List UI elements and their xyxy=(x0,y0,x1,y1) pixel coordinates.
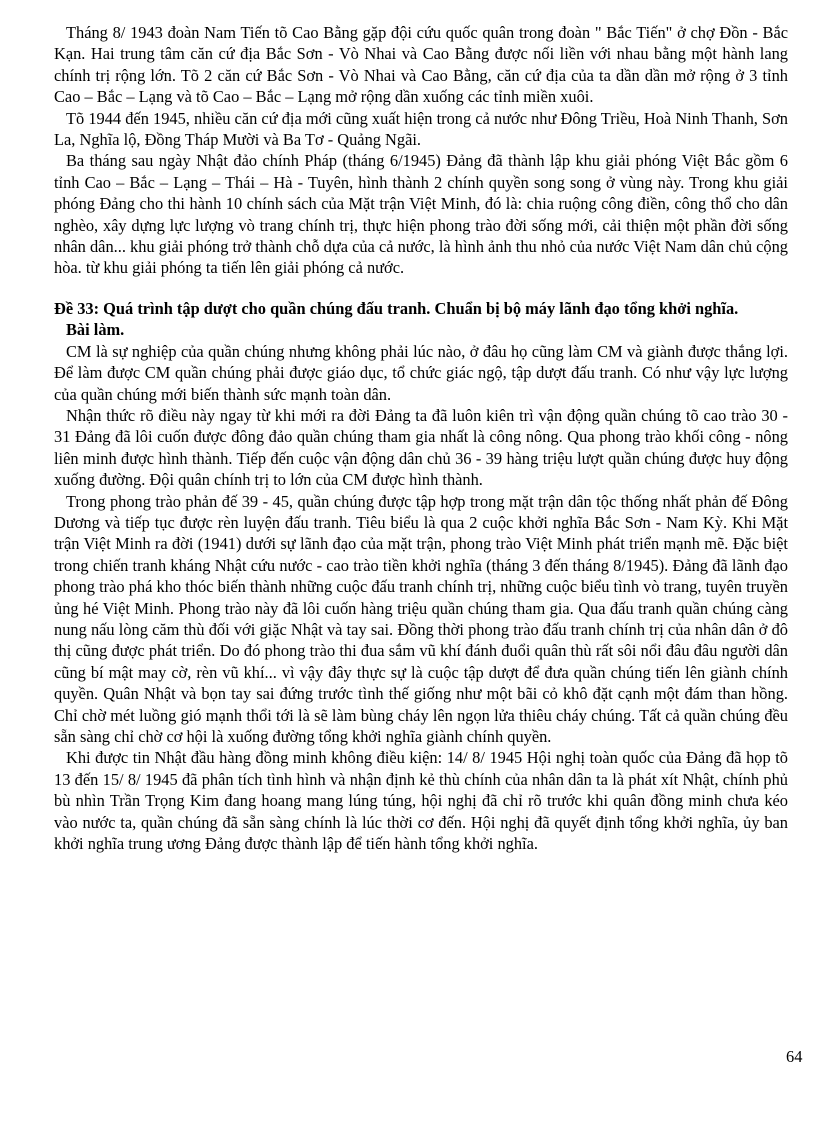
paragraph-japan-surrender: Khi được tin Nhật đầu hàng đồng minh không điều kiện: 14/ 8/ 1945 Hội nghị toàn quốc của Đảng đã họp tõ 13 đến 15/ 8/ 1945 đã phân tích tình hình và nhận định kẻ thù chính của nhân dân ta là phát xít Nhật, chính phủ bù nhìn Trần Trọng Kim đang hoang mang lúng túng, hội nghị đã chỉ rõ trước khi quân đồng minh chưa kéo vào nước ta, quần chúng đã sẵn sàng chính là lúc thời cơ đến. Hội nghị đã quyết định tổng khởi nghĩa, ủy ban khởi nghĩa trung ương Đảng được thành lập để tiến hành tổng khởi nghĩa. xyxy=(54,748,788,854)
paragraph-mobilization: Nhận thức rõ điều này ngay từ khi mới ra đời Đảng ta đã luôn kiên trì vận động quần chúng tõ cao trào 30 - 31 Đảng đã lôi cuốn được đông đảo quần chúng tham gia nhất là công nông. Qua phong trào khối công - nông liên minh được hình thành. Tiếp đến cuộc vận động dân chủ 36 - 39 hàng triệu lượt quần chúng được huy động xuống đường. Đội quân chính trị to lớn của CM được hình thành. xyxy=(54,405,788,490)
answer-subheading: Bài làm. xyxy=(66,320,125,340)
paragraph-nam-tien: Tháng 8/ 1943 đoàn Nam Tiến tõ Cao Bằng gặp đội cứu quốc quân trong đoàn " Bắc Tiến" ở chợ Đồn - Bắc Kạn. Hai trung tâm căn cứ địa Bắc Sơn - Vò Nhai và Cao Bằng được nối liền với nhau bằng một hành lang chính trị rộng lớn. Tõ 2 căn cứ Bắc Sơn - Vò Nhai và Cao Bằng, căn cứ địa của ta dần dần mở rộng ở 3 tỉnh Cao – Bắc – Lạng và tõ Cao – Bắc – Lạng mở rộng dần xuống các tỉnh miền xuôi. xyxy=(54,23,788,107)
paragraph-liberated-zone: Ba tháng sau ngày Nhật đảo chính Pháp (tháng 6/1945) Đảng đã thành lập khu giải phóng Việt Bắc gồm 6 tỉnh Cao – Bắc – Lạng – Thái – Hà - Tuyên, hình thành 2 chính quyền song song ở vùng này. Trong khu giải phóng Đảng cho thi hành 10 chính sách của Mặt trận Việt Minh, đó là: chia ruộng công điền, công thổ cho dân nghèo, xây dựng lực lượng vò trang chính trị, thực hiện phong trào đời sống mới, cải thiện một phần đời sống nhân dân... khu giải phóng trở thành chỗ dựa của cả nước, là hình ảnh thu nhỏ của nước Việt Nam dân chủ cộng hòa. từ khu giải phóng ta tiến lên giải phóng cả nước. xyxy=(54,151,788,278)
document-page xyxy=(54,22,788,854)
question-heading: Đề 33: Quá trình tập dượt cho quần chúng đấu tranh. Chuẩn bị bộ máy lãnh đạo tổng khởi nghĩa. xyxy=(54,298,739,318)
paragraph-masses-revolution: CM là sự nghiệp của quần chúng nhưng không phải lúc nào, ở đâu họ cũng làm CM và giành được thắng lợi. Để làm được CM quần chúng phải được giáo dục, tổ chức giác ngộ, tập dượt đấu tranh. Có như vậy lực lượng của quần chúng mới biến thành sức mạnh toàn dân. xyxy=(54,341,788,404)
section-gap xyxy=(54,279,788,298)
paragraph-anti-imperialist: Trong phong trào phản đế 39 - 45, quần chúng được tập hợp trong mặt trận dân tộc thống nhất phản đế Đông Dương và tiếp tục được rèn luyện đấu tranh. Tiêu biểu là qua 2 cuộc khởi nghĩa Bắc Sơn - Nam Kỳ. Khi Mặt trận Việt Minh ra đời (1941) dưới sự lãnh đạo của mặt trận, phong trào Việt Minh phát triển mạnh mẽ. Đặc biệt trong chiến tranh kháng Nhật cứu nước - cao trào tiền khởi nghĩa (tháng 3 đến tháng 8/1945). Đảng đã lãnh đạo phong trào phá kho thóc biến thành những cuộc đấu tranh chính trị, những cuộc biểu tình vò trang, tuyên truyền ủng hé Việt Minh. Phong trào này đã lôi cuốn hàng triệu quần chúng tham gia. Qua đấu tranh quần chúng càng nung nấu lòng căm thù đối với giặc Nhật và tay sai. Đồng thời phong trào đấu tranh chính trị của nhân dân ở đô thị cũng được phát triển. Do đó phong trào thi đua sắm vũ khí đánh đuổi quân thù rất sôi nổi đâu đâu người dân cũng bí mật may cờ, rèn vũ khí... vì vậy đây thực sự là cuộc tập dượt để đưa quần chúng tiến lên giành chính quyền. Quân Nhật và bọn tay sai đứng trước tình thế giống như một bãi cỏ khô đặt cạnh một đám than hồng. Chỉ chờ mét luồng gió mạnh thổi tới là sẽ làm bùng cháy lên ngọn lửa thiêu cháy chúng. Tất cả quần chúng đều sẵn sàng chỉ chờ cơ hội là xuống đường tổng khởi nghĩa giành chính quyền. xyxy=(54,491,788,746)
paragraph-new-bases: Tõ 1944 đến 1945, nhiều căn cứ địa mới cũng xuất hiện trong cả nước như Đông Triều, Hoà Ninh Thanh, Sơn La, Nghĩa lộ, Đồng Tháp Mười và Ba Tơ - Quảng Ngãi. xyxy=(54,108,788,150)
page-number: 64 xyxy=(786,1047,803,1066)
